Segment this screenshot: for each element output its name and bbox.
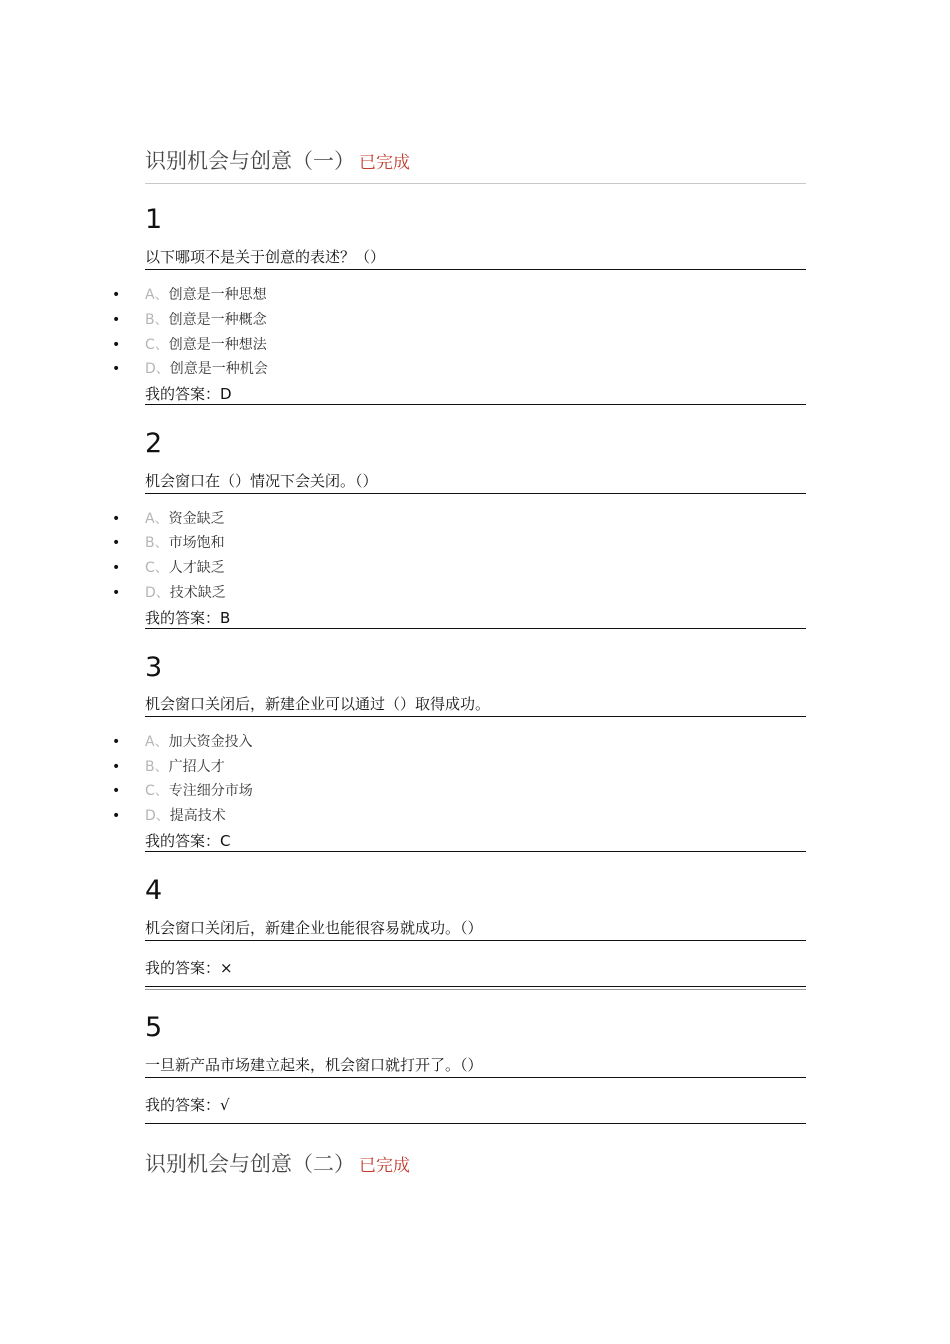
option-letter: D、 (145, 585, 170, 601)
option-item[interactable] (112, 359, 268, 379)
option-text: 专注细分市场 (168, 783, 253, 799)
option-letter: C、 (145, 783, 169, 799)
option-item[interactable] (112, 732, 253, 752)
section-title (145, 1148, 410, 1178)
bullet-icon: • (112, 312, 121, 328)
question-number: 1 (145, 204, 163, 235)
bullet-icon: • (112, 511, 121, 527)
option-item[interactable] (112, 509, 225, 529)
answer-divider (145, 986, 806, 990)
option-letter: B、 (145, 312, 169, 328)
option-letter: C、 (145, 337, 169, 353)
section-title-text: 识别机会与创意（一） (145, 149, 355, 173)
my-answer: 我的答案：D (145, 385, 232, 403)
question-number: 3 (145, 652, 163, 683)
bullet-icon: • (112, 287, 121, 303)
option-text: 创意是一种想法 (168, 337, 267, 353)
option-item[interactable] (112, 781, 253, 801)
option-text: 人才缺乏 (168, 560, 225, 576)
question-text: 一旦新产品市场建立起来，机会窗口就打开了。（） (145, 1055, 806, 1078)
bullet-icon: • (112, 783, 121, 799)
question-number: 5 (145, 1012, 163, 1043)
option-item[interactable] (112, 583, 226, 603)
option-text: 广招人才 (168, 759, 225, 775)
section-title-text: 识别机会与创意（二） (145, 1152, 355, 1176)
question-text: 以下哪项不是关于创意的表述？（） (145, 247, 806, 270)
option-text: 创意是一种思想 (168, 287, 267, 303)
option-letter: D、 (145, 361, 170, 377)
option-letter: A、 (145, 734, 169, 750)
bullet-icon: • (112, 361, 121, 377)
option-text: 创意是一种机会 (169, 361, 268, 377)
section-status: 已完成 (359, 153, 410, 173)
option-letter: B、 (145, 535, 169, 551)
section-status: 已完成 (359, 1156, 410, 1176)
option-text: 资金缺乏 (168, 511, 225, 527)
bullet-icon: • (112, 734, 121, 750)
option-item[interactable] (112, 558, 225, 578)
option-letter: A、 (145, 511, 169, 527)
option-item[interactable] (112, 285, 267, 305)
option-letter: A、 (145, 287, 169, 303)
my-answer: 我的答案：√ (145, 1096, 230, 1114)
question-number: 4 (145, 875, 163, 906)
bullet-icon: • (112, 585, 121, 601)
my-answer: 我的答案：C (145, 832, 231, 850)
answer-divider (145, 851, 806, 852)
section-title (145, 145, 410, 175)
my-answer: 我的答案：× (145, 959, 233, 977)
option-item[interactable] (112, 335, 267, 355)
option-letter: C、 (145, 560, 169, 576)
bullet-icon: • (112, 808, 121, 824)
answer-divider (145, 404, 806, 405)
option-letter: D、 (145, 808, 170, 824)
question-number: 2 (145, 428, 163, 459)
question-text: 机会窗口在（）情况下会关闭。（） (145, 471, 806, 494)
option-letter: B、 (145, 759, 169, 775)
option-text: 提高技术 (169, 808, 226, 824)
answer-divider (145, 1123, 806, 1124)
option-text: 创意是一种概念 (168, 312, 267, 328)
bullet-icon: • (112, 560, 121, 576)
question-text: 机会窗口关闭后，新建企业可以通过（）取得成功。 (145, 694, 806, 717)
my-answer: 我的答案：B (145, 609, 231, 627)
option-item[interactable] (112, 310, 267, 330)
bullet-icon: • (112, 759, 121, 775)
answer-divider (145, 628, 806, 629)
option-item[interactable] (112, 533, 225, 553)
option-item[interactable] (112, 757, 225, 777)
question-text: 机会窗口关闭后，新建企业也能很容易就成功。（） (145, 918, 806, 941)
option-text: 技术缺乏 (169, 585, 226, 601)
option-text: 加大资金投入 (168, 734, 253, 750)
bullet-icon: • (112, 535, 121, 551)
section-divider (145, 183, 806, 184)
option-item[interactable] (112, 806, 226, 826)
bullet-icon: • (112, 337, 121, 353)
option-text: 市场饱和 (168, 535, 225, 551)
